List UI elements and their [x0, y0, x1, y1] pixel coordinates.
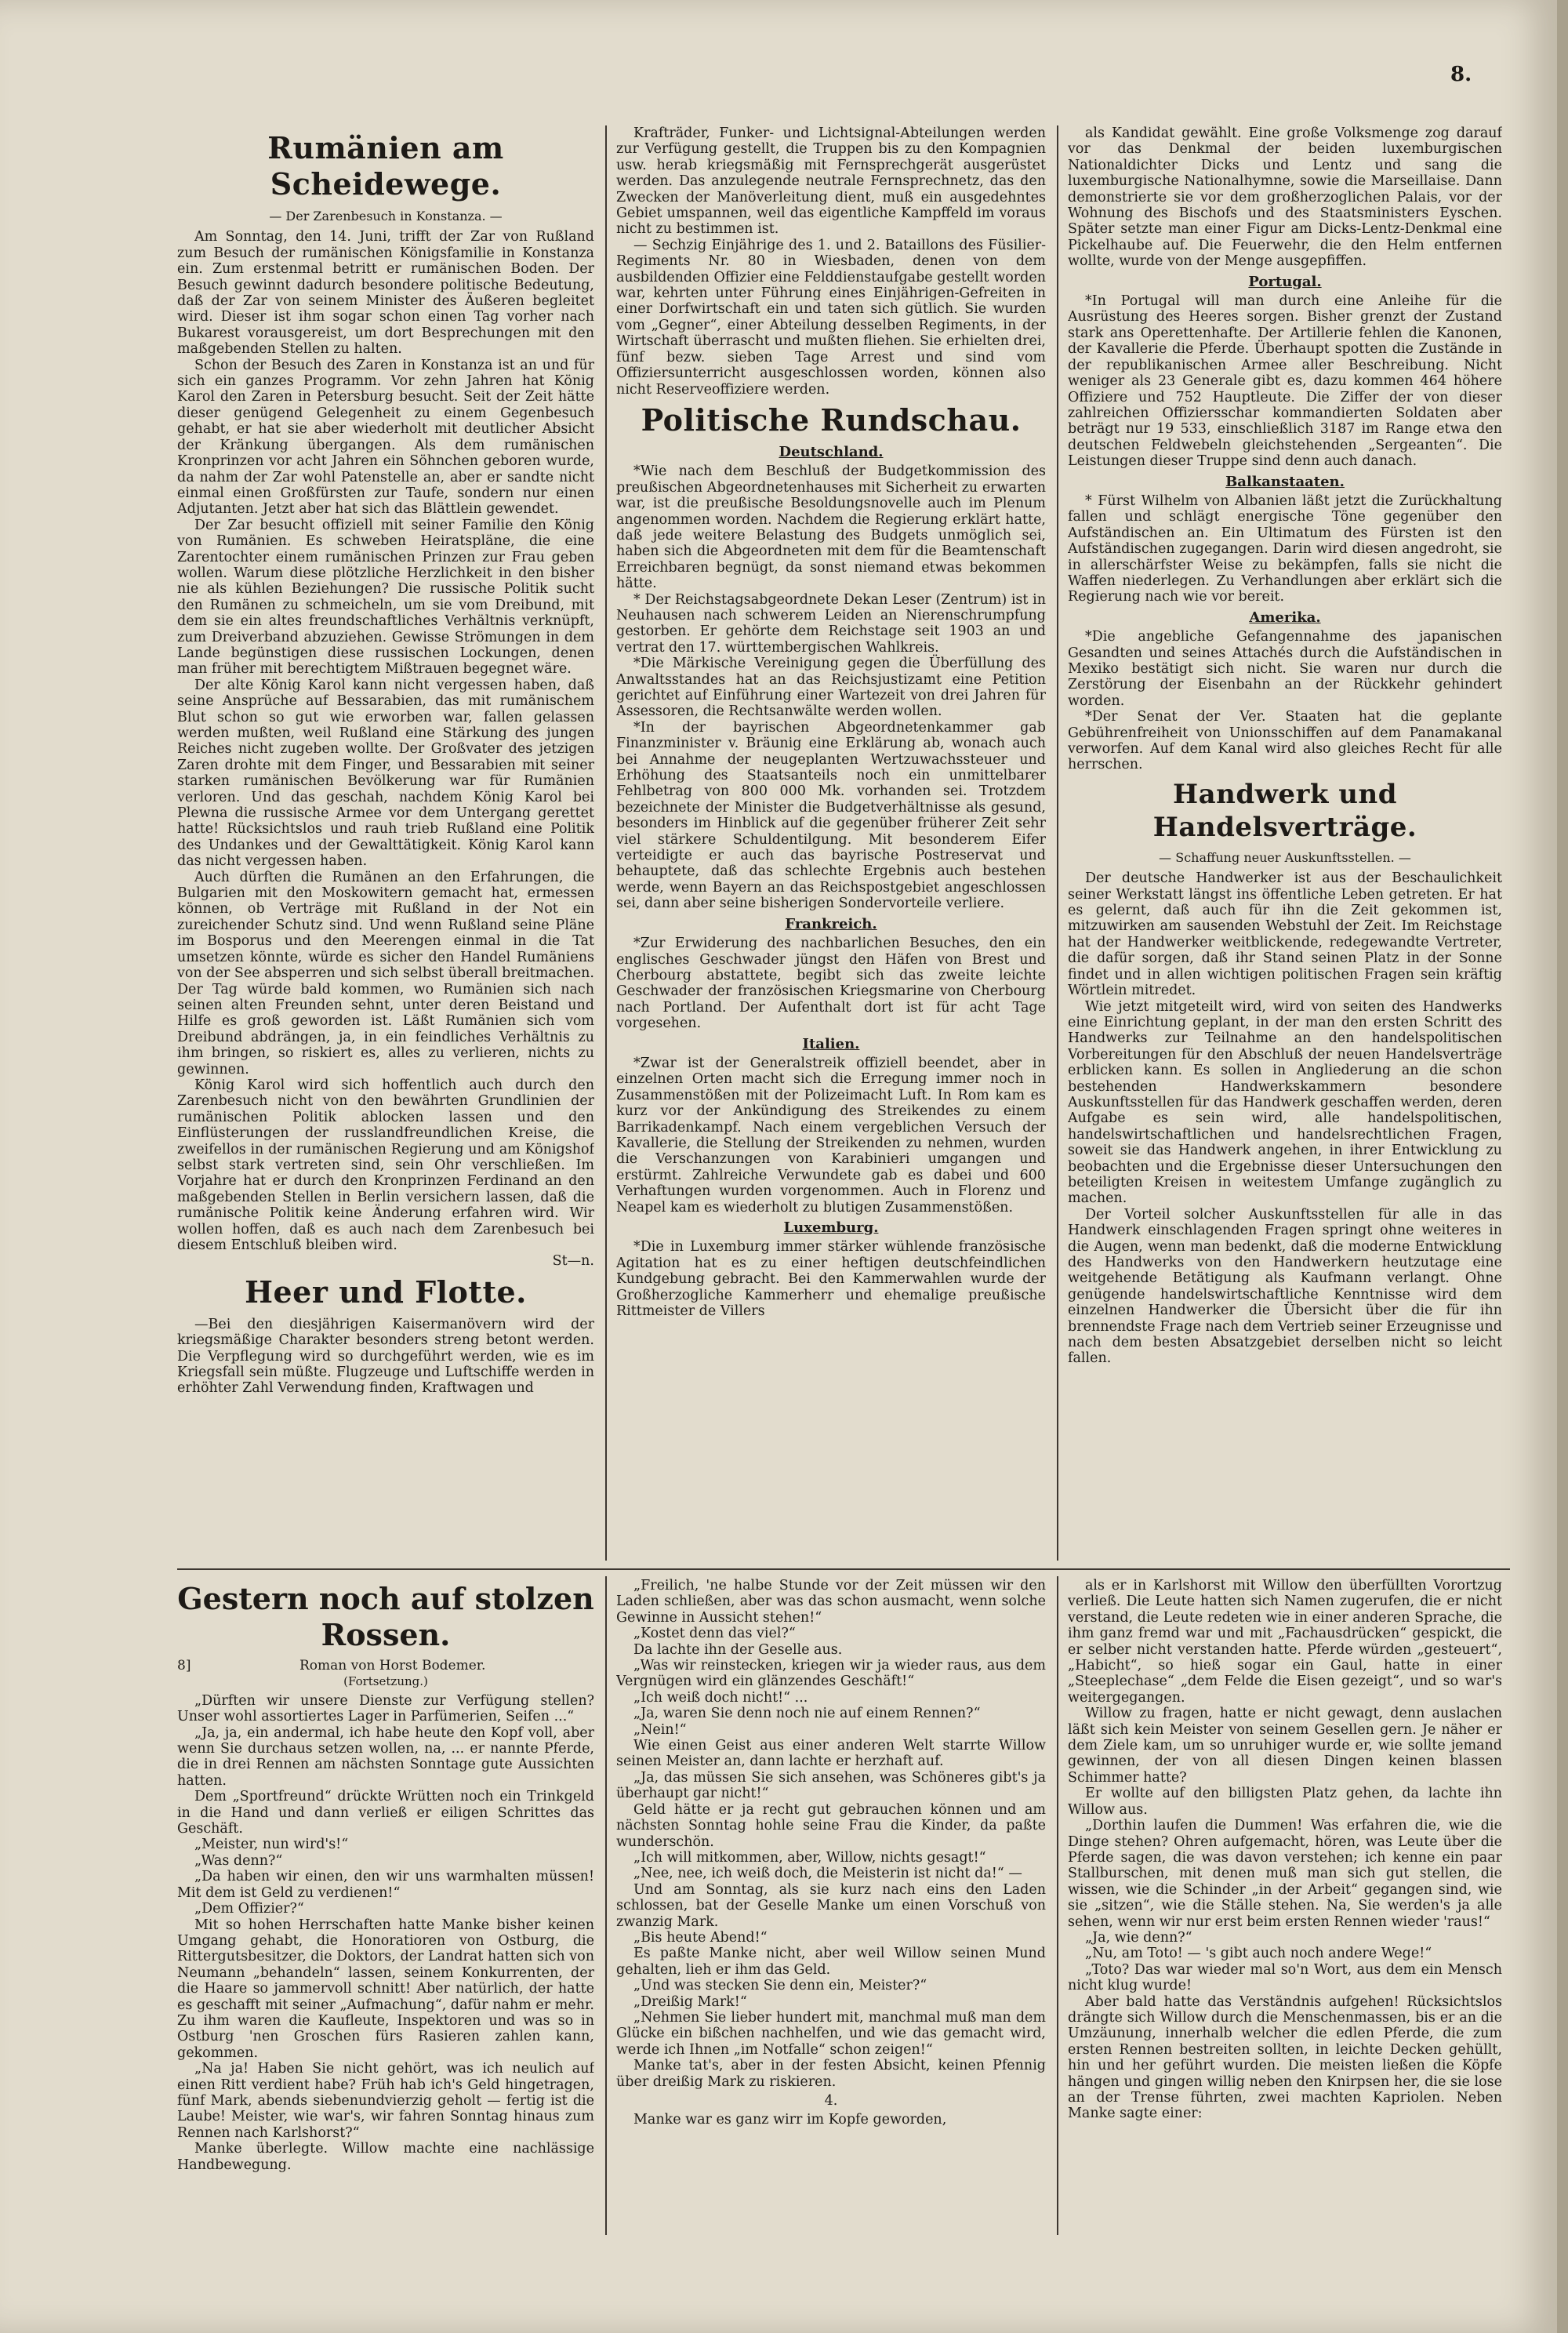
article-subtitle: — Schaffung neuer Auskunftsstellen. — [1159, 849, 1411, 865]
paragraph: * Fürst Wilhelm von Albanien läßt jetzt die Zurückhaltung fallen und schlägt energische Töne gegenüber den Aufständischen an. Ein Ultimatum des Fürsten ist den Aufständischen zugegangen. Darin wird diesen angedroht, sie in allerschärfster Weise zu bekämpfen, falls sie nicht die Waffen niederlegen. Zu Verhandlungen aber erklärt sich die Regierung nach wie vor bereit. [1068, 492, 1502, 605]
paragraph: Der deutsche Handwerker ist aus der Beschaulichkeit seiner Werkstatt längst ins öffentliche Leben getreten. Er hat es gelernt, daß auch für ihn die Zeit gekommen ist, mitzuwirken am sausenden Webstuhl der Zeit. Im Reichstage hat der Handwerker weitblickende, redegewandte Vertreter, die dafür sorgen, daß ihr Stand seinen Platz in der Sonne findet und in allen wichtigen politischen Fragen sein kräftig Wörtlein mitredet. [1068, 870, 1502, 999]
section-heading: Portugal. [1248, 273, 1322, 290]
section-mark: 4. [824, 2093, 838, 2109]
paragraph: Er wollte auf den billigsten Platz gehen, da lachte ihn Willow aus. [1068, 1786, 1502, 1818]
paragraph: „Ja, wie denn?“ [1085, 1929, 1192, 1946]
paragraph: „Ich weiß doch nicht!“ ... [633, 1689, 808, 1706]
paragraph: Mit so hohen Herrschaften hatte Manke bisher keinen Umgang gehabt, die Honoratioren von Ostburg, die Rittergutsbesitzer, die Doktors, der Landrat hatten sich von Neumann „behandeln“ lassen, seinem Konkurrenten, der die Haare so jammervoll schnitt! Aber natürlich, der hatte es geschafft mit seiner „Aufmachung“, dafür nahm er mehr. Zu ihm waren die Kaufleute, Inspektoren und was so in Ostburg 'nen Groschen fürs Rasieren zahlen kann, gekommen. [177, 1917, 594, 2061]
section-rule [177, 1568, 1510, 1570]
column-1 [177, 125, 594, 1561]
paragraph: „Dreißig Mark!“ [633, 1993, 747, 2010]
paragraph: Und am Sonntag, als sie kurz nach eins den Laden schlossen, bat der Geselle Manke um einen Vorschuß von zwanzig Mark. [616, 1881, 1046, 1930]
paragraph: Wie jetzt mitgeteilt wird, wird von seiten des Handwerks eine Einrichtung geplant, in der man den ersten Schritt des Handwerks zur Teilnahme an den handelspolitischen Vorbereitungen für den Abschluß der neuen Handelsverträge erblicken kann. Es sollen in Angliederung an die schon bestehenden Handwerkskammern besondere Auskunftsstellen für das Handwerk geschaffen werden, deren Aufgabe es sein wird, alle handelspolitischen, handelswirtschaftlichen und handelsrechtlichen Fragen, soweit sie das Handwerk angehen, in ihrer Entwicklung zu beobachten und die Ergebnisse dieser Untersuchungen den beteiligten Kreisen in weitestem Umfange zugänglich zu machen. [1068, 998, 1502, 1207]
paragraph: Manke war es ganz wirr im Kopfe geworden, [633, 2112, 947, 2128]
paragraph: *Der Senat der Ver. Staaten hat die geplante Gebührenfreiheit von Unionsschiffen auf dem Panamakanal verworfen. Auf dem Kanal wird also gleiches Recht für alle herrschen. [1068, 709, 1502, 773]
paragraph: Manke überlegte. Willow machte eine nachlässige Handbewegung. [177, 2141, 594, 2173]
paragraph: Der alte König Karol kann nicht vergessen haben, daß seine Ansprüche auf Bessarabien, das mit rumänischem Blut schon so gut wie erworben war, fallen gelassen werden mußten, weil Rußland eine Stärkung des jungen Reiches nicht zugeben wollte. Der Großvater des jetzigen Zaren drohte mit dem Finger, und Bessarabien mit seiner starken rumänischen Bevölkerung war für Rumänien verloren. Und das geschah, nachdem König Karol bei Plewna die russische Armee vor dem Untergang gerettet hatte! Rücksichtslos und rauh trieb Rußland eine Politik des Undankes und der Gewalttätigkeit. König Karol kann das nicht vergessen haben. [177, 677, 594, 870]
paragraph: „Nu, am Toto! — 's gibt auch noch andere Wege!“ [1085, 1946, 1432, 1962]
paragraph: Aber bald hatte das Verständnis aufgehen! Rücksichtslos drängte sich Willow durch die Menschenmassen, bis er an die Umzäunung, innerhalb welcher die edlen Pferde, die zum ersten Rennen bestreiten sollten, in leichte Decken gehüllt, hin und her geführt wurden. Die meisten ließen die Köpfe hängen und gingen willig neben den Knirpsen her, die sie lose an der Trense führten, zwei machten Kapriolen. Neben Manke sagte einer: [1068, 1993, 1502, 2122]
paragraph: „Und was stecken Sie denn ein, Meister?“ [633, 1978, 927, 1994]
serial-column-2 [616, 1578, 1046, 2235]
paragraph: Wie einen Geist aus einer anderen Welt starrte Willow seinen Meister an, dann lachte er herzhaft auf. [616, 1738, 1046, 1770]
paragraph: König Karol wird sich hoffentlich auch durch den Zarenbesuch nicht von den bewährten Grundlinien der rumänischen Politik ablocken lassen und den Einflüsterungen der russlandfreundlichen Kreise, die zweifellos in der rumänischen Regierung und am Königshof selbst stark vertreten sind, sein Ohr verschließen. Im Vorjahre hat er durch den Kronprinzen Ferdinand an den maßgebenden Stellen in Berlin versichern lassen, daß die rumänische Politik keine Änderung erfahren wird. Wir wollen hoffen, daß es auch nach dem Zarenbesuch bei diesem Entschluß bleiben wird. [177, 1077, 594, 1253]
page-number: 8. [1450, 63, 1472, 86]
signature: St—n. [552, 1253, 594, 1270]
serial-column-1 [177, 1578, 594, 2235]
paragraph: „Dorthin laufen die Dummen! Was erfahren die, wie die Dinge stehen? Ohren aufgemacht, hören, was Leute über die Pferde sagen, die was davon verstehen; ich kenne ein paar Stallburschen, mit denen muß man sich gut stellen, die wissen, wie die Schinder „in der Arbeit“ gegangen sind, wie sie „sitzen“, wie die Ställe stehen. Na, Sie werden's ja alle sehen, wenn wir nur erst beim ersten Rennen wieder 'raus!“ [1068, 1818, 1502, 1930]
paragraph: „Kostet denn das viel?“ [633, 1626, 796, 1642]
paragraph: *Die angebliche Gefangennahme des japanischen Gesandten und seines Attachés durch die Aufständischen in Mexiko bestätigt sich nicht. Sie waren nur durch die Zerstörung der Eisenbahn an der Rückkehr gehindert worden. [1068, 629, 1502, 709]
paragraph: Auch dürften die Rumänen an den Erfahrungen, die Bulgarien mit den Moskowitern gemacht hat, ermessen können, ob Verträge mit Rußland in der Not ein zureichender Schutz sind. Und wenn Rußland seine Pläne im Bosporus und den Meerengen einmal in die Tat umsetzen könnte, würde es sicher den Handel Rumäniens von der See absperren und sich selbst überall breitmachen. Der Tag würde bald kommen, wo Rumänien sich nach seinen alten Freunden sehnt, unter deren Beistand und Hilfe es groß geworden ist. Läßt Rumänien sich vom Dreibund abdrängen, ja, in ein feindliches Verhältnis zu ihm bringen, so riskiert es, alles zu verlieren, nichts zu gewinnen. [177, 869, 594, 1077]
column-rule [1057, 125, 1058, 1561]
serial-meta [177, 1658, 594, 1673]
paragraph: Da lachte ihn der Geselle aus. [633, 1641, 843, 1658]
serial-author: Roman von Horst Bodemer. [299, 1658, 486, 1673]
article-subtitle: — Der Zarenbesuch in Konstanza. — [269, 209, 503, 223]
column-rule [1057, 1576, 1058, 2235]
paragraph: als Kandidat gewählt. Eine große Volksmenge zog darauf vor das Denkmal der beiden luxemburgischen Nationaldichter Dicks und Lentz und sang die luxemburgische Nationalhymne, sowie die Marseillaise. Dann demonstrierte sie vor dem großherzoglichen Palais, vor der Wohnung des Bischofs und des Staatsministers Eyschen. Später setzte man einer Figur am Dicks-Lentz-Denkmal eine Pickelhaube auf. Die Feuerwehr, die den Helm entfernen wollte, wurde von der Menge ausgepfiffen. [1068, 125, 1502, 270]
paragraph: Es paßte Manke nicht, aber weil Willow seinen Mund gehalten, lieh er ihm das Geld. [616, 1946, 1046, 1978]
paragraph: Krafträder, Funker- und Lichtsignal-Abteilungen werden zur Verfügung gestellt, die Truppen bis zu den Kompagnien usw. herab kriegsmäßig mit Fernsprechgerät ausgerüstet werden. Das anzulegende neutrale Fernsprechnetz, das den Zwecken der Manöverleitung dient, muß ein ausgedehntes Gebiet umspannen, weil das eigentliche Kampffeld im voraus nicht zu bestimmen ist. [616, 125, 1046, 238]
paragraph: *Wie nach dem Beschluß der Budgetkommission des preußischen Abgeordnetenhauses mit Sicherheit zu erwarten war, ist die preußische Besoldungsnovelle auch im Plenum angenommen worden. Nachdem die Regierung erklärt hatte, daß jede weitere Belastung des Budgets unmöglich sei, haben sich die Abgeordneten mit dem für die Beamtenschaft Erreichbaren begnügt, da sonst niemand etwas bekommen hätte. [616, 463, 1046, 592]
paragraph: „Ja, das müssen Sie sich ansehen, was Schöneres gibt's ja überhaupt gar nicht!“ [616, 1769, 1046, 1802]
paragraph: „Dem Offizier?“ [194, 1901, 304, 1917]
paragraph: „Meister, nun wird's!“ [194, 1837, 349, 1853]
paragraph: *In Portugal will man durch eine Anleihe für die Ausrüstung des Heeres sorgen. Bisher grenzt der Zustand stark ans Operettenhafte. Der Artillerie fehlen die Kanonen, der Kavallerie die Pferde. Überhaupt spotten die Zustände in der republikanischen Armee aller Beschreibung. Nicht weniger als 23 Generale gibt es, dazu kommen 464 höhere Offiziere und 752 Hauptleute. Die Ziffer der von dieser zahlreichen Offiziersschar kommandierten Soldaten aber beträgt nur 19 533, einschließlich 3187 im Range etwa den deutschen Feldwebeln gleichstehenden „Sergeanten“. Die Leistungen dieser Truppe sind denn auch danach. [1068, 293, 1502, 470]
paragraph: Der Vorteil solcher Auskunftsstellen für alle in das Handwerk einschlagenden Fragen springt ohne weiteres in die Augen, wenn man bedenkt, daß die moderne Entwicklung des Handwerks von den Handwerkern heutzutage eine weitgehende Betätigung als Kaufmann verlangt. Ohne genügende handelswirtschaftliche Kenntnisse wird dem einzelnen Handwerker die Übersicht über die für ihn brennendste Frage nach dem Vertrieb seiner Erzeugnisse und nach dem besten Absatzgebiet derselben nicht so leicht fallen. [1068, 1206, 1502, 1367]
paragraph: „Na ja! Haben Sie nicht gehört, was ich neulich auf einen Ritt verdient habe? Früh hab ich's Geld hingetragen, fünf Mark, abends siebenundvierzig geholt — fertig ist die Laube! Meister, wie war's, wir fahren Sonntag hinaus zum Rennen nach Karlshorst?“ [177, 2061, 594, 2141]
paragraph: — Sechzig Einjährige des 1. und 2. Bataillons des Füsilier-Regiments Nr. 80 in Wiesbaden, denen von dem ausbildenden Offizier eine Felddienstaufgabe gestellt worden war, kehrten unter Führung eines Einjährigen-Gefreiten in einer Dorfwirtschaft ein und taten sich gütlich. Sie wurden vom „Gegner“, einer Abteilung desselben Regiments, in der Wirtschaft überrascht und mußten fliehen. Sie erhielten drei, fünf bezw. sieben Tage Arrest und sind vom Offiziersunterricht ausgeschlossen worden, können also nicht Reserveoffiziere werden. [616, 237, 1046, 398]
article-title: Politische Rundschau. [641, 402, 1022, 438]
section-heading: Balkanstaaten. [1225, 473, 1345, 490]
column-3 [1068, 125, 1502, 1561]
article-title: Heer und Flotte. [245, 1274, 527, 1310]
article-title: Rumänien am Scheidewege. [267, 130, 504, 202]
column-rule [605, 125, 607, 1561]
page-edge [1557, 0, 1568, 2333]
serial-title: Gestern noch auf stolzen Rossen. [177, 1581, 594, 1652]
paragraph: Am Sonntag, den 14. Juni, trifft der Zar von Rußland zum Besuch der rumänischen Königsfamilie in Konstanza ein. Zum erstenmal betritt er rumänischen Boden. Der Besuch gewinnt dadurch besondere politische Bedeutung, daß der Zar von seinem Minister des Äußeren begleitet wird. Dieser ist ihm sogar schon einen Tag vorher nach Bukarest vorausgereist, um dort Besprechungen mit den maßgebenden Stellen zu halten. [177, 229, 594, 358]
paragraph: Manke tat's, aber in der festen Absicht, keinen Pfennig über dreißig Mark zu riskieren. [616, 2058, 1046, 2090]
section-heading: Frankreich. [785, 915, 877, 932]
paragraph: —Bei den diesjährigen Kaisermanövern wird der kriegsmäßige Charakter besonders streng betont werden. Die Verpflegung wird so durchgeführt werden, wie es im Kriegsfall sein müßte. Flugzeuge und Luftschiffe werden in erhöhter Zahl Verwendung finden, Kraftwagen und [177, 1316, 594, 1397]
paragraph: „Nein!“ [633, 1721, 687, 1738]
paragraph: „Was wir reinstecken, kriegen wir ja wieder raus, aus dem Vergnügen wird ein glänzendes Geschäft!“ [616, 1658, 1046, 1690]
paragraph: Schon der Besuch des Zaren in Konstanza ist an und für sich ein ganzes Programm. Vor zehn Jahren hat König Karol den Zaren in Petersburg besucht. Seit der Zeit hätte dieser genügend Gelegenheit zu einem Gegenbesuch gehabt, er hat sie aber wiederholt mit deutlicher Absicht der Kränkung übergangen. Als dem rumänischen Kronprinzen vor acht Jahren ein Söhnchen geboren wurde, da nahm der Zar wohl Patenstelle an, aber er sandte nicht einmal einen Großfürsten zur Taufe, sondern nur einen Adjutanten. Jetzt aber hat sich das Blättlein gewendet. [177, 357, 594, 518]
paragraph: „Toto? Das war wieder mal so'n Wort, aus dem ein Mensch nicht klug wurde! [1068, 1961, 1502, 1994]
paragraph: „Bis heute Abend!“ [633, 1929, 768, 1946]
paragraph: „Freilich, 'ne halbe Stunde vor der Zeit müssen wir den Laden schließen, aber was das schon ausmacht, wenn solche Gewinne in Aussicht stehen!“ [616, 1578, 1046, 1626]
paragraph: *Die Märkische Vereinigung gegen die Überfüllung des Anwaltsstandes hat an das Reichsjustizamt eine Petition gerichtet auf Einführung einer Wartezeit von drei Jahren für Assessoren, die Rechtsanwälte werden wollen. [616, 656, 1046, 720]
section-heading: Luxemburg. [783, 1219, 879, 1236]
continuation-note: (Fortsetzung.) [343, 1674, 428, 1689]
paragraph: *Zur Erwiderung des nachbarlichen Besuches, den ein englisches Geschwader jüngst den Häfen von Brest und Cherbourg abstattete, begibt sich das zweite leichte Geschwader der französischen Kriegsmarine von Cherbourg nach Portland. Der Aufenthalt dort ist für acht Tage vorgesehen. [616, 936, 1046, 1032]
paragraph: „Nee, nee, ich weiß doch, die Meisterin ist nicht da!“ — [633, 1866, 1022, 1882]
paragraph: Geld hätte er ja recht gut gebrauchen können und am nächsten Sonntag hohle seine Frau die Kinder, da paßte wunderschön. [616, 1801, 1046, 1850]
column-2 [616, 125, 1046, 1561]
paragraph: „Ja, waren Sie denn noch nie auf einem Rennen?“ [633, 1706, 981, 1722]
paragraph: „Nehmen Sie lieber hundert mit, manchmal muß man dem Glücke ein bißchen nachhelfen, und wie das gemacht wird, werde ich Ihnen „im Notfalle“ schon zeigen!“ [616, 2009, 1046, 2058]
paragraph: „Dürften wir unsere Dienste zur Verfügung stellen? Unser wohl assortiertes Lager in Parfümerien, Seifen ...“ [177, 1692, 594, 1725]
paragraph: „Da haben wir einen, den wir uns warmhalten müssen! Mit dem ist Geld zu verdienen!“ [177, 1869, 594, 1901]
paragraph: *Zwar ist der Generalstreik offiziell beendet, aber in einzelnen Orten macht sich die Erregung immer noch in Zusammenstößen mit der Polizeimacht Luft. In Rom kam es kurz vor der Ankündigung des Streikendes zu einem Barrikadenkampf. Nach einem vergeblichen Versuch der Kavallerie, die Stellung der Streikenden zu nehmen, wurden die Verschanzungen von Karabinieri umgangen und erstürmt. Zahlreiche Verwundete gab es dabei und 600 Verhaftungen wurden vorgenommen. Auch in Florenz und Neapel kam es wiederholt zu blutigen Zusammenstößen. [616, 1055, 1046, 1216]
paragraph: *Die in Luxemburg immer stärker wühlende französische Agitation hat es zu einer heftigen deutschfeindlichen Kundgebung gebracht. Bei den Kammerwahlen wurde der Großherzogliche Kammerherr und ehemalige preußische Rittmeister de Villers [616, 1239, 1046, 1320]
section-heading: Italien. [802, 1035, 860, 1052]
paragraph: „Ja, ja, ein andermal, ich habe heute den Kopf voll, aber wenn Sie durchaus setzen wollen, na, ... er nannte Pferde, die in drei Rennen am nächsten Sonntage gute Aussichten hatten. [177, 1724, 594, 1789]
paragraph: „Was denn?“ [194, 1852, 283, 1869]
paragraph: Dem „Sportfreund“ drückte Wrütten noch ein Trinkgeld in die Hand und dann verließ er eiligen Schrittes das Geschäft. [177, 1789, 594, 1837]
section-heading: Deutschland. [779, 443, 884, 460]
paragraph: Willow zu fragen, hatte er nicht gewagt, denn auslachen läßt sich kein Meister von seinem Gesellen gern. Je näher er dem Ziele kam, um so unruhiger wurde er, wie sollte jemand gewinnen, der von all diesen Dingen keinen blassen Schimmer hatte? [1068, 1706, 1502, 1786]
column-rule [605, 1576, 607, 2235]
paragraph: als er in Karlshorst mit Willow den überfüllten Vorortzug verließ. Die Leute hatten sich Namen zugerufen, die er nicht verstand, die Leute redeten wie in einer anderen Sprache, die ihm ganz fremd war und mit „Fachausdrücken“ gespickt, die er selber nicht verstanden hatte. Pferde würden „gesteuert“, „Habicht“, so hieß sogar ein Gaul, hatte in einer „Steeplechase“ „dem Felde die Eisen gezeigt“, und so war's weitergegangen. [1068, 1578, 1502, 1706]
article-title: Handwerk und Handelsverträge. [1152, 778, 1417, 843]
serial-number: 8] [177, 1658, 191, 1673]
paragraph: „Ich will mitkommen, aber, Willow, nichts gesagt!“ [633, 1849, 986, 1866]
paragraph: Der Zar besucht offiziell mit seiner Familie den König von Rumänien. Es schweben Heiratspläne, die eine Zarentochter einem rumänischen Prinzen zur Frau geben wollen. Warum diese plötzliche Herzlichkeit in den bisher nie als kühlen Beziehungen? Die russische Politik sucht den Rumänen zu schmeicheln, um sie vom Dreibund, mit dem sie ein altes freundschaftliches Verhältnis verknüpft, zum Dreiverband abzuziehen. Gewisse Strömungen in dem Lande begünstigen diese russischen Lockungen, denen man früher mit berechtigtem Mißtrauen begegnet wäre. [177, 517, 594, 678]
paragraph: *In der bayrischen Abgeordnetenkammer gab Finanzminister v. Bräunig eine Erklärung ab, wonach auch bei Annahme der neugeplanten Wertzuwachssteuer und Erhöhung des Staatsanteils noch ein unmittelbarer Fehlbetrag von 800 000 Mk. vorhanden sei. Trotzdem bezeichnete der Minister die Budgetverhältnisse als gesund, besonders im Hinblick auf die gegenüber früherer Zeit sehr viel stärkere Schuldentilgung. Mit besonderem Eifer verteidigte er auch das bayrische Postreservat und behauptete, daß das schlechte Ergebnis auch bestehen werde, wenn Bayern an das Reichspostgebiet angeschlossen sei, dann aber seine bisherigen Sondervorteile verliere. [616, 719, 1046, 912]
paragraph: * Der Reichstagsabgeordnete Dekan Leser (Zentrum) ist in Neuhausen nach schwerem Leiden an Nierenschrumpfung gestorben. Er gehörte dem Reichstage seit 1903 an und vertrat den 17. württembergischen Wahlkreis. [616, 591, 1046, 656]
serial-column-3 [1068, 1578, 1502, 2235]
section-heading: Amerika. [1249, 609, 1321, 626]
